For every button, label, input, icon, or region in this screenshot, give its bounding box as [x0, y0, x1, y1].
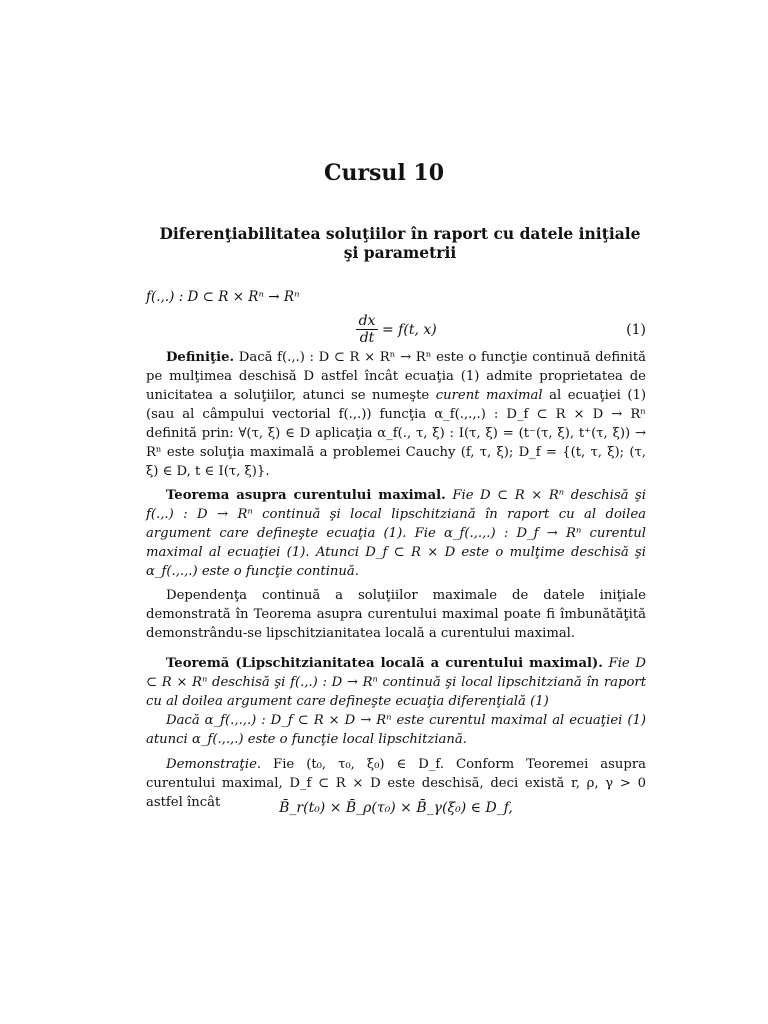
equation-1 — [146, 313, 646, 349]
equation-fraction — [356, 313, 378, 347]
equation-rhs: = f(t, x) — [382, 322, 437, 338]
definition-term: curent maximal — [435, 388, 543, 403]
remark-paragraph: Dependenţa continuă a soluţiilor maximale de datele iniţiale demonstrată în Teorema asupra curentului maximal poate fi îmbunătăţită demonstrându-se lipschitzianitatea locală a curentului maximal. — [146, 588, 646, 641]
theorem-lipschitz — [146, 654, 646, 711]
section-title-line1: Diferenţiabilitatea soluţiilor în raport cu datele iniţiale — [159, 224, 641, 243]
theorem2-conclusion: Dacă α_f(.,.,.) : D_f ⊂ R × D → Rⁿ este curentul maximal al ecuaţiei (1) atunci α_f(.,.,.) este o funcţie local lipschitziană. — [146, 713, 646, 747]
equation-number: (1) — [626, 322, 646, 338]
definition-heading: Definiţie. — [166, 350, 235, 365]
section-title-line2: şi parametrii — [343, 243, 457, 262]
theorem-maximal-current — [146, 486, 646, 581]
definition-text-2: al ecuaţiei (1) (sau al câmpului vectorial f(.,.)) funcţia α_f(.,.,.) : D_f ⊂ R × D → Rⁿ definită prin: ∀(τ, ξ) ∈ D aplicaţia α_f(., τ, ξ) : I(τ, ξ) = (t⁻(τ, ξ), t⁺(τ, ξ)) → Rⁿ este soluţia maximală a problemei Cauchy (f, τ, ξ); D_f = {(t, τ, ξ); (τ, ξ) ∈ D, t ∈ I(τ, ξ)}. — [146, 388, 647, 479]
section-title — [150, 224, 650, 262]
equation-denominator: dt — [359, 330, 375, 346]
proof-heading: Demonstraţie. — [166, 757, 262, 772]
theorem2-heading: Teoremă (Lipschitzianitatea locală a curentului maximal). — [166, 656, 603, 671]
function-signature: f(.,.) : D ⊂ R × Rⁿ → Rⁿ — [146, 289, 300, 305]
lecture-title: Cursul 10 — [323, 160, 445, 186]
definition-paragraph — [146, 348, 646, 481]
theorem1-text: Fie D ⊂ R × Rⁿ deschisă şi f(.,.) : D → Rⁿ continuă şi local lipschitziană în raport cu al doilea argument care defineşte ecuaţia (1). Fie α_f(.,.,.) : D_f → Rⁿ curentul maximal al ecuaţiei (1). Atunci D_f ⊂ R × D este o mulţime deschisă şi α_f(.,.,.) este o funcţie continuă. — [146, 488, 646, 579]
equation-numerator: dx — [356, 313, 378, 330]
proof-text: Fie (t₀, τ₀, ξ₀) ∈ D_f. Conform Teoremei asupra curentului maximal, D_f ⊂ R × D este deschisă, deci există r, ρ, γ > 0 astfel încât — [146, 757, 646, 810]
definition-text-1: Dacă f(.,.) : D ⊂ R × Rⁿ → Rⁿ este o funcţie continuă definită pe mulţimea deschisă D astfel încât ecuaţia (1) admite proprietatea de unicitatea a soluţiilor, atunci se numeşte — [146, 350, 646, 403]
theorem1-heading: Teorema asupra curentului maximal. — [166, 488, 446, 503]
theorem2-text-1: Fie D ⊂ R × Rⁿ deschisă şi f(.,.) : D → Rⁿ continuă şi local lipschitziană în raport cu al doilea argument care defineşte ecuaţia diferenţială (1) — [146, 656, 646, 709]
proof-formula: B̄_r(t₀) × B̄_ρ(τ₀) × B̄_γ(ξ₀) ∈ D_f, — [279, 800, 513, 816]
